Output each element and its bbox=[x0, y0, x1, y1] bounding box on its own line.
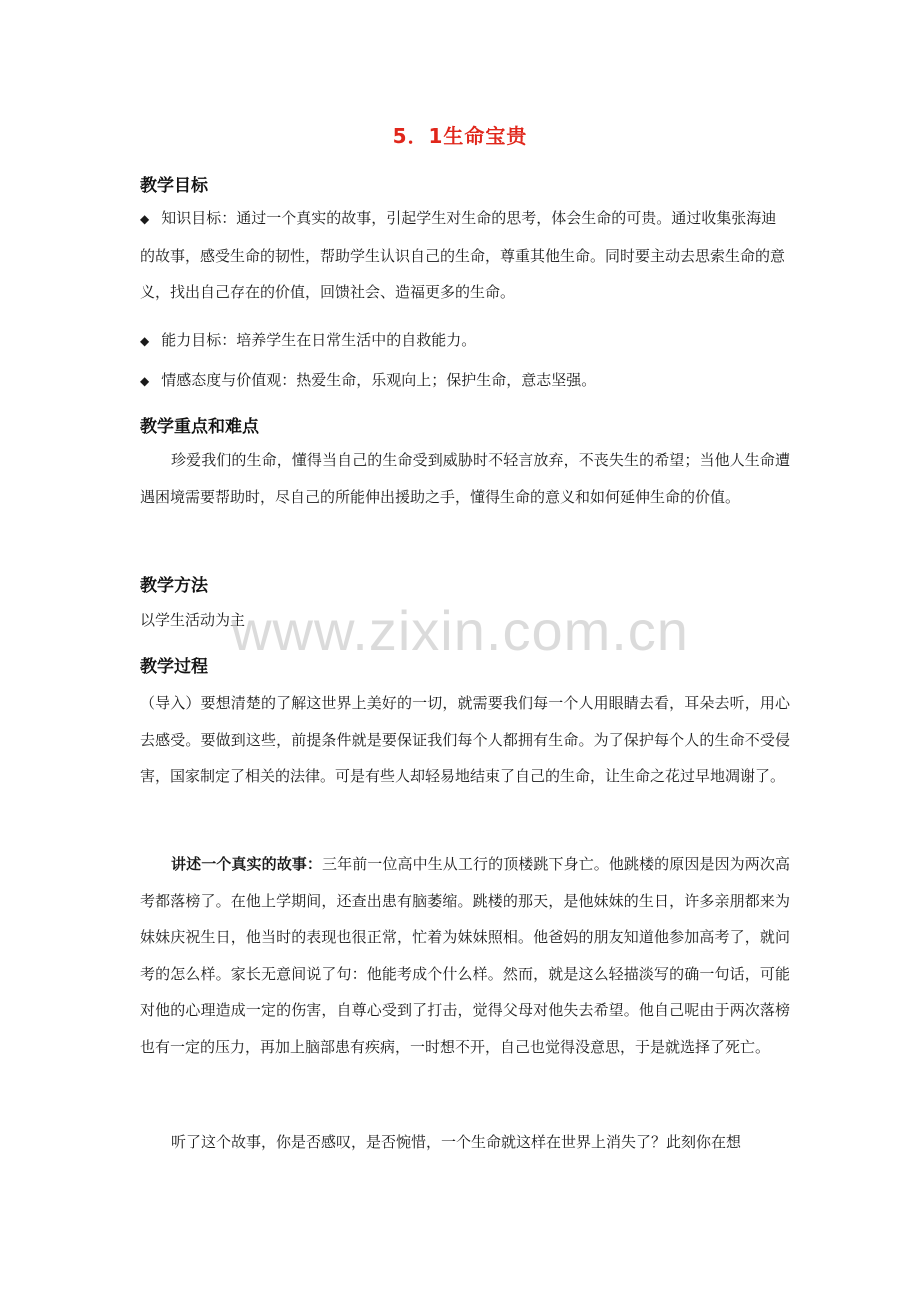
heading-process: 教学过程 bbox=[140, 657, 208, 677]
process-reflection: 听了这个故事，你是否感叹，是否惋惜，一个生命就这样在世界上消失了？此刻你在想 bbox=[171, 1133, 742, 1151]
objective-text-2: 能力目标：培养学生在日常生活中的自救能力。 bbox=[161, 331, 477, 349]
objective-text-1: 知识目标：通过一个真实的故事，引起学生对生命的思考，体会生命的可贵。通过收集张海迪的故事，感受生命的韧性，帮助学生认识自己的生命，尊重其他生命。同时要主动去思索生命的意义，找出自己存在的价值，回馈社会、造福更多的生命。 bbox=[140, 209, 786, 301]
story-text: 三年前一位高中生从工行的顶楼跳下身亡。他跳楼的原因是因为两次高考都落榜了。在他上学期间，还查出患有脑萎缩。跳楼的那天，是他妹妹的生日，许多亲朋都来为妹妹庆祝生日，他当时的表现也很正常，忙着为妹妹照相。他爸妈的朋友知道他参加高考了，就问考的怎么样。家长无意间说了句：他能考成个什么样。然而，就是这么轻描淡写的确一句话，可能对他的心理造成一定的伤害，自尊心受到了打击，觉得父母对他失去希望。他自己呢由于两次落榜也有一定的压力，再加上脑部患有疾病，一时想不开，自己也觉得没意思，于是就选择了死亡。 bbox=[140, 855, 790, 1056]
objective-bullet-3 bbox=[140, 362, 790, 400]
diamond-bullet-icon: ◆ bbox=[140, 374, 150, 388]
objective-text-3: 情感态度与价值观：热爱生命，乐观向上；保护生命，意志坚强。 bbox=[161, 371, 597, 389]
heading-objectives: 教学目标 bbox=[140, 176, 208, 196]
heading-method: 教学方法 bbox=[140, 576, 208, 596]
watermark-text: www.zixin.com.cn bbox=[231, 599, 689, 662]
objective-bullet-1 bbox=[140, 200, 790, 311]
diamond-bullet-icon: ◆ bbox=[140, 212, 150, 226]
key-points-text: 珍爱我们的生命，懂得当自己的生命受到威胁时不轻言放弃，不丧失生的希望；当他人生命遭遇困境需要帮助时，尽自己的所能伸出援助之手，懂得生命的意义和如何延伸生命的价值。 bbox=[140, 451, 790, 506]
objective-bullet-2 bbox=[140, 322, 790, 360]
document-title: 5．1生命宝贵 bbox=[392, 124, 528, 148]
heading-key-points: 教学重点和难点 bbox=[140, 417, 259, 437]
method-text: 以学生活动为主 bbox=[140, 611, 246, 629]
story-lead: 讲述一个真实的故事： bbox=[171, 855, 322, 873]
process-story bbox=[140, 846, 790, 1065]
diamond-bullet-icon: ◆ bbox=[140, 334, 150, 348]
process-intro: （导入）要想清楚的了解这世界上美好的一切，就需要我们每一个人用眼睛去看，耳朵去听，用心去感受。要做到这些，前提条件就是要保证我们每个人都拥有生命。为了保护每个人的生命不受侵害，国家制定了相关的法律。可是有些人却轻易地结束了自己的生命，让生命之花过早地凋谢了。 bbox=[140, 694, 790, 785]
